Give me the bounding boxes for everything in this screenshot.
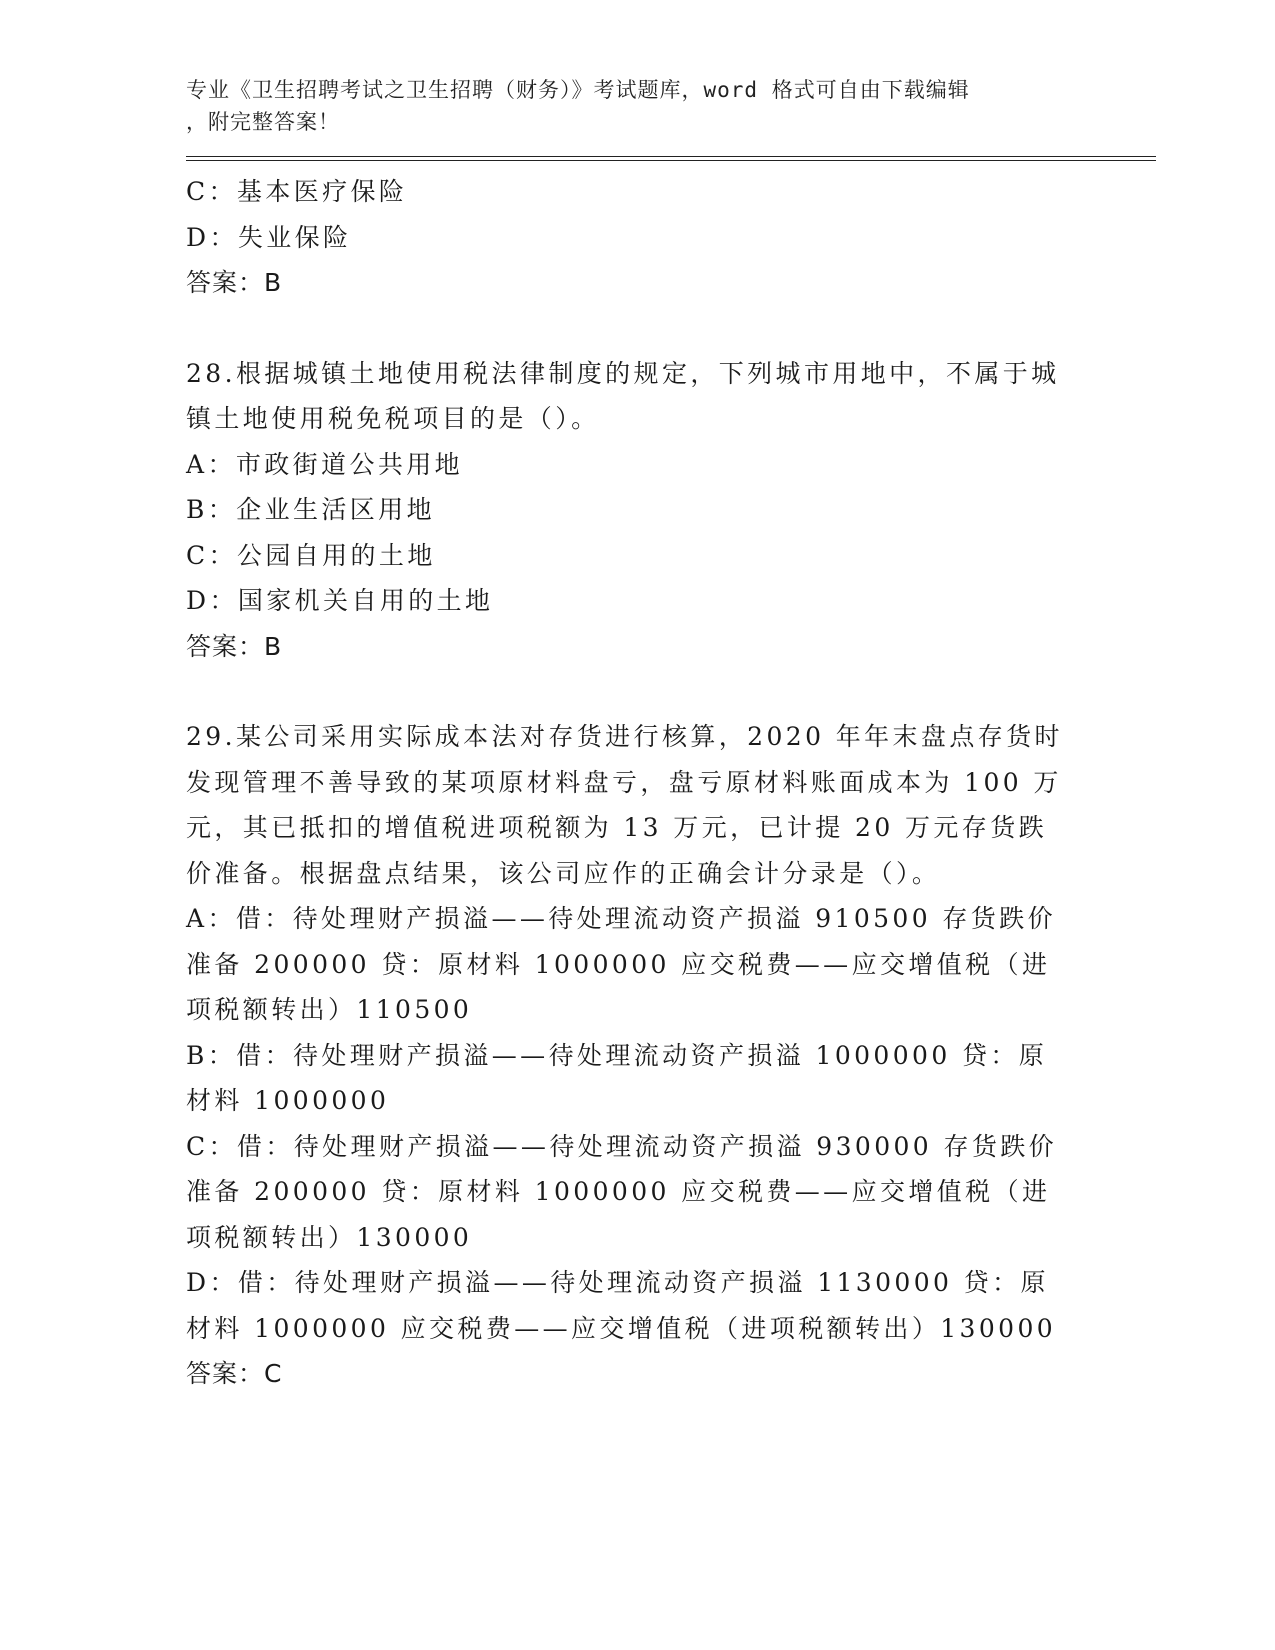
page-header bbox=[186, 74, 1066, 138]
spacer bbox=[186, 669, 1066, 714]
option-b: B：企业生活区用地 bbox=[186, 495, 435, 524]
question-content bbox=[186, 169, 1066, 1397]
option-a: A：借：待处理财产损溢——待处理流动资产损溢 910500 存货跌价准备 200000 贷：原材料 1000000 应交税费——应交增值税（进项税额转出）110500 bbox=[186, 904, 1056, 1024]
header-line-2: ，附完整答案！ bbox=[186, 110, 340, 134]
option-a: A：市政街道公共用地 bbox=[186, 449, 464, 479]
answer: 答案：C bbox=[186, 1359, 283, 1388]
header-divider bbox=[186, 156, 1156, 161]
option-c: C：基本医疗保险 bbox=[186, 177, 408, 206]
option-d: D：借：待处理财产损溢——待处理流动资产损溢 1130000 贷：原材料 1000000 应交税费——应交增值税（进项税额转出）130000 bbox=[186, 1268, 1057, 1343]
question-27-tail bbox=[186, 169, 1066, 306]
option-b: B：借：待处理财产损溢——待处理流动资产损溢 1000000 贷：原材料 1000000 bbox=[186, 1040, 1048, 1115]
header-line-1: 专业《卫生招聘考试之卫生招聘（财务）》考试题库，word 格式可自由下载编辑 bbox=[186, 78, 970, 102]
option-d: D：国家机关自用的土地 bbox=[186, 586, 494, 615]
option-d: D：失业保险 bbox=[186, 222, 352, 252]
answer: 答案：B bbox=[186, 631, 283, 661]
question-stem: 29.某公司采用实际成本法对存货进行核算，2020 年年末盘点存货时发现管理不善导致的某项原材料盘亏，盘亏原材料账面成本为 100 万元，其已抵扣的增值税进项税额为 13 万元，已计提 20 万元存货跌价准备。根据盘点结果，该公司应作的正确会计分录是（）。 bbox=[186, 722, 1063, 888]
option-c: C：公园自用的土地 bbox=[186, 540, 436, 570]
spacer bbox=[186, 306, 1066, 351]
question-29 bbox=[186, 714, 1066, 1397]
document-page bbox=[186, 74, 1156, 1397]
option-c: C：借：待处理财产损溢——待处理流动资产损溢 930000 存货跌价准备 200000 贷：原材料 1000000 应交税费——应交增值税（进项税额转出）130000 bbox=[186, 1131, 1058, 1252]
question-28 bbox=[186, 351, 1066, 670]
question-stem: 28.根据城镇土地使用税法律制度的规定，下列城市用地中，不属于城镇土地使用税免税项目的是（）。 bbox=[186, 358, 1060, 433]
answer: 答案：B bbox=[186, 268, 283, 297]
